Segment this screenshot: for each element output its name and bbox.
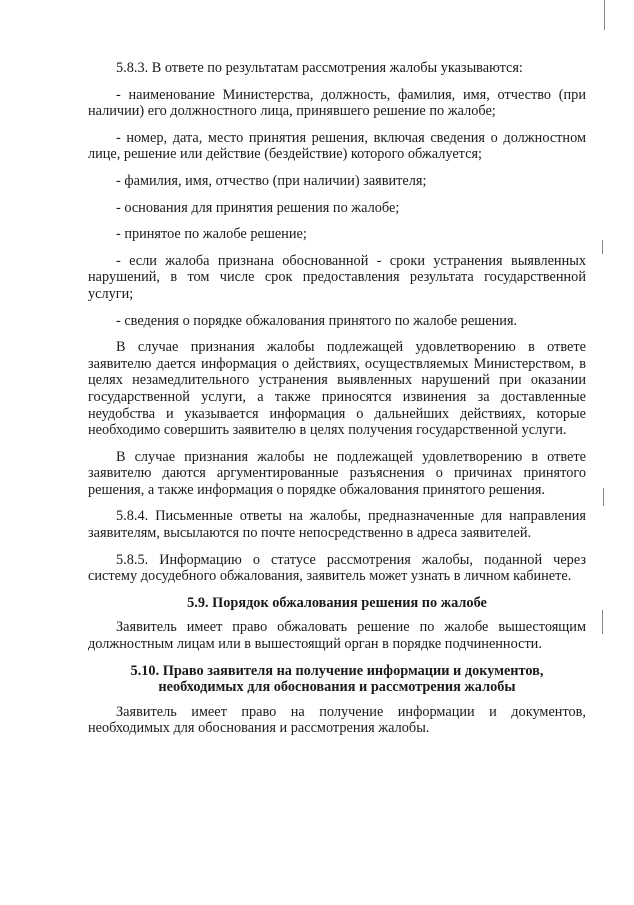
list-item-decision: - принятое по жалобе решение; [116,226,307,243]
list-item-terms: - если жалоба признана обоснованной - сроки устранения выявленных нарушений, в том числе срок предоставления результата государственной услуги; [88,252,586,302]
list-item-name: - наименование Министерства, должность, фамилия, имя, отчество (при наличии) его должностного лица, принявшего решение по жалобе; [88,86,586,120]
document-page [88,60,586,747]
paragraph-5-8-3: 5.8.3. В ответе по результатам рассмотрения жалобы указываются: [116,60,523,76]
scan-edge-mark [604,0,605,30]
section-5-9-heading [88,595,586,612]
section-5-10-text: Заявитель имеет право на получение информации и документов, необходимых для обоснования и рассмотрения жалобы. [88,703,586,737]
scan-edge-mark [602,610,603,634]
scan-edge-mark [602,240,603,254]
paragraph-not-satisfied: В случае признания жалобы не подлежащей удовлетворению в ответе заявителю даются аргументированные разъяснения о причинах принятого решения, а также информация о порядке обжалования принятого решения. [88,448,586,498]
scan-edge-mark [603,488,604,506]
list-item-grounds: - основания для принятия решения по жалобе; [116,199,400,216]
paragraph-satisfied: В случае признания жалобы подлежащей удовлетворению в ответе заявителю дается информация о действиях, осуществляемых Министерством, в целях незамедлительного устранения выявленных нарушений при оказании государственной услуги, а также приносятся извинения за доставленные неудобства и указывается информация о дальнейших действиях, которые необходимо совершить заявителю в целях получения государственной услуги. [88,339,586,439]
paragraph-5-8-4: 5.8.4. Письменные ответы на жалобы, предназначенные для направления заявителям, высылаются по почте непосредственно в адреса заявителей. [88,508,586,542]
section-5-10-heading [88,663,586,696]
section-5-10-heading-line2: необходимых для обоснования и рассмотрения жалобы [158,679,516,696]
paragraph-5-8-5: 5.8.5. Информацию о статусе рассмотрения жалобы, поданной через систему досудебного обжалования, заявитель может узнать в личном кабинете. [88,551,586,585]
list-item-number-date: - номер, дата, место принятия решения, включая сведения о должностном лице, решение или действие (бездействие) которого обжалуется; [88,129,586,163]
section-5-10-heading-line1: 5.10. Право заявителя на получение информации и документов, [130,662,544,679]
section-5-9-heading-text: 5.9. Порядок обжалования решения по жалобе [187,594,487,611]
list-item-appeal-info: - сведения о порядке обжалования принятого по жалобе решения. [116,312,518,329]
list-item-applicant: - фамилия, имя, отчество (при наличии) заявителя; [116,172,427,189]
section-5-9-text: Заявитель имеет право обжаловать решение по жалобе вышестоящим должностным лицам или в вышестоящий орган в порядке подчиненности. [88,619,586,653]
